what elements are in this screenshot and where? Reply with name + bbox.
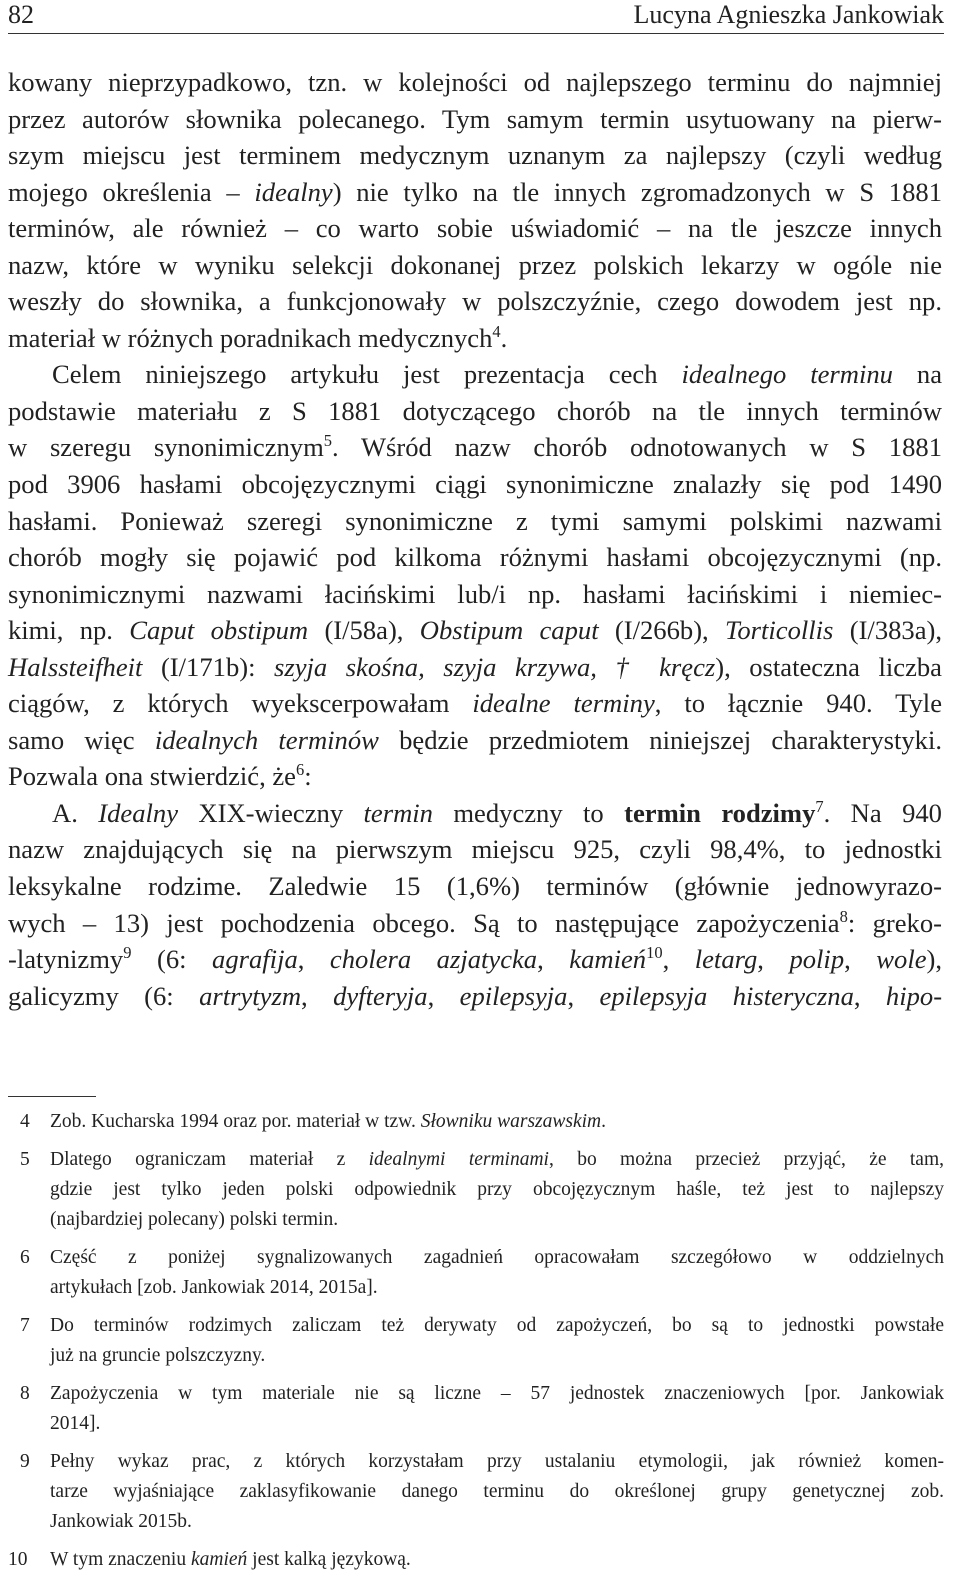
footnote-ref[interactable]: 4 [492, 321, 501, 341]
text-line: kowany nieprzypadkowo, tzn. w kolejności od najlepszego terminu do najmniej [8, 67, 942, 97]
main-text [8, 64, 942, 1014]
footnote [0, 1379, 944, 1439]
text-line: Pozwala ona stwierdzić, $że^6$: [8, 760, 312, 792]
footnote [0, 1107, 944, 1137]
footnote-number: 9 [20, 1451, 30, 1472]
footnote-number: 5 [20, 1149, 30, 1170]
footnote-line: Część z poniżej sygnalizowanych zagadnień opracowałam szczegółowo w oddzielnych [50, 1247, 944, 1268]
text-line: pod 3906 hasłami obcojęzycznymi ciągi synonimiczne znalazły się pod 1490 [8, 469, 942, 500]
text-line: terminów, ale również – co warto sobie uświadomić – na tle jeszcze innych [8, 213, 942, 244]
footnote-ref[interactable]: 10 [646, 942, 663, 962]
footnote-line: Pełny wykaz prac, z których korzystałam przy ustalaniu etymologii, jak również komen- [50, 1451, 944, 1472]
footnotes [0, 1107, 944, 1583]
text-line: A. Idealny XIX-wieczny termin medyczny to termin rodzimy$^7$. Na 940 [52, 796, 942, 828]
footnote-line: W tym znaczeniu kamień jest kalką językową. [50, 1549, 411, 1570]
text-line: wych – 13) jest pochodzenia obcego. Są to następujące zapożyczenia$^8$: greko- [8, 906, 942, 938]
text-line: podstawie materiału z S 1881 dotyczącego chorób na tle innych terminów [8, 395, 942, 426]
footnote-line: Zapożyczenia w tym materiale nie są liczne – 57 jednostek znaczeniowych [por. Jankowiak [50, 1383, 944, 1404]
text-line: synonimicznymi nazwami łacińskimi lub/i np. hasłami łacińskimi i niemiec- [8, 578, 942, 609]
page-number: 82 [8, 0, 34, 29]
footnote [0, 1447, 944, 1537]
text-line: nazw, które w wyniku selekcji dokonanej przez polskich lekarzy w ogóle nie [8, 249, 942, 280]
footnote-line: tarze wyjaśniające zaklasyfikowanie danego terminu do określonej grupy genetycznej zob. [50, 1481, 944, 1502]
running-header [8, 0, 944, 34]
text-line: chorób mogły się pojawić pod kilkoma różnymi hasłami obcojęzycznymi (np. [8, 542, 942, 573]
text-line: hasłami. Ponieważ szeregi synonimiczne z tymi samymi polskimi nazwami [8, 505, 942, 536]
footnote-line: artykułach [zob. Jankowiak 2014, 2015a]. [50, 1277, 378, 1298]
text-line: kimi, np. Caput obstipum (I/58a), Obstipum caput (I/266b), Torticollis (I/383a), [8, 615, 943, 646]
text-line: weszły do słownika, a funkcjonowały w polszczyźnie, czego dowodem jest np. [8, 286, 942, 317]
footnote-ref[interactable]: 7 [815, 796, 824, 816]
text-line: nazw znajdujących się na pierwszym miejscu 925, czyli 98,4%, to jednostki [8, 834, 942, 865]
text-line: szym miejscu jest terminem medycznym uznanym za najlepszy (czyli według [8, 140, 942, 171]
text-line: galicyzmy (6: artrytyzm, dyfteryja, epilepsyja, epilepsyja histeryczna, hipo- [8, 980, 943, 1011]
footnote [0, 1243, 944, 1303]
footnote-line: (najbardziej polecany) polski termin. [50, 1209, 339, 1230]
text-line: -latynizmy$^9$ (6: agrafija, cholera azjatycka, kamień$^{10}$, letarg, polip, wole), [8, 942, 943, 975]
text-line: materiał w różnych poradnikach medycznych$^4$. [8, 321, 508, 353]
footnote-number: 10 [8, 1549, 28, 1570]
footnote-separator [8, 1096, 96, 1097]
text-line: Celem niniejszego artykułu jest prezentacja cech idealnego terminu na [52, 359, 943, 390]
footnote [0, 1545, 944, 1575]
footnote-ref[interactable]: 9 [123, 942, 132, 962]
footnote-line: Do terminów rodzimych zaliczam też derywaty od zapożyczeń, bo są to jednostki powstałe [50, 1315, 944, 1336]
footnote-number: 8 [20, 1383, 30, 1404]
footnote-number: 6 [20, 1247, 30, 1268]
running-head-author: Lucyna Agnieszka Jankowiak [633, 0, 944, 29]
footnote-number: 4 [20, 1111, 30, 1132]
footnote-ref[interactable]: 8 [839, 906, 848, 926]
footnote [0, 1311, 944, 1371]
text-line: Halssteifheit (I/171b): szyja skośna, szyja krzywa, † kręcz), ostateczna liczba [8, 651, 942, 682]
footnote-ref[interactable]: 6 [295, 760, 305, 780]
footnote [0, 1145, 944, 1235]
footnote-line: Jankowiak 2015b. [50, 1511, 192, 1532]
footnote-line: 2014]. [50, 1413, 101, 1434]
footnote-number: 7 [20, 1315, 30, 1336]
text-line: przez autorów słownika polecanego. Tym samym termin usytuowany na pierw- [8, 103, 942, 134]
footnote-line: Dlatego ograniczam materiał z idealnymi terminami, bo można przecież przyjąć, że tam, [50, 1149, 944, 1170]
text-line: mojego określenia – idealny) nie tylko na tle innych zgromadzonych w S 1881 [8, 176, 942, 207]
text-line: leksykalne rodzime. Zaledwie 15 (1,6%) terminów (głównie jednowyrazo- [8, 871, 942, 902]
text-line: ciągów, z których wyekscerpowałam idealne terminy, to łącznie 940. Tyle [8, 688, 942, 719]
text-line: w szeregu synonimicznym$^5$. Wśród nazw chorób odnotowanych w S 1881 [8, 431, 942, 463]
footnote-line: Zob. Kucharska 1994 oraz por. materiał w tzw. Słowniku warszawskim. [50, 1111, 607, 1132]
text-line: samo więc idealnych terminów będzie przedmiotem niniejszej charakterystyki. [8, 724, 942, 755]
footnote-line: gdzie jest tylko jeden polski odpowiednik przy obcojęzycznym haśle, też jest to najlepszy [50, 1179, 944, 1200]
footnote-line: już na gruncie polszczyzny. [50, 1345, 266, 1366]
footnote-ref[interactable]: 5 [323, 431, 333, 451]
